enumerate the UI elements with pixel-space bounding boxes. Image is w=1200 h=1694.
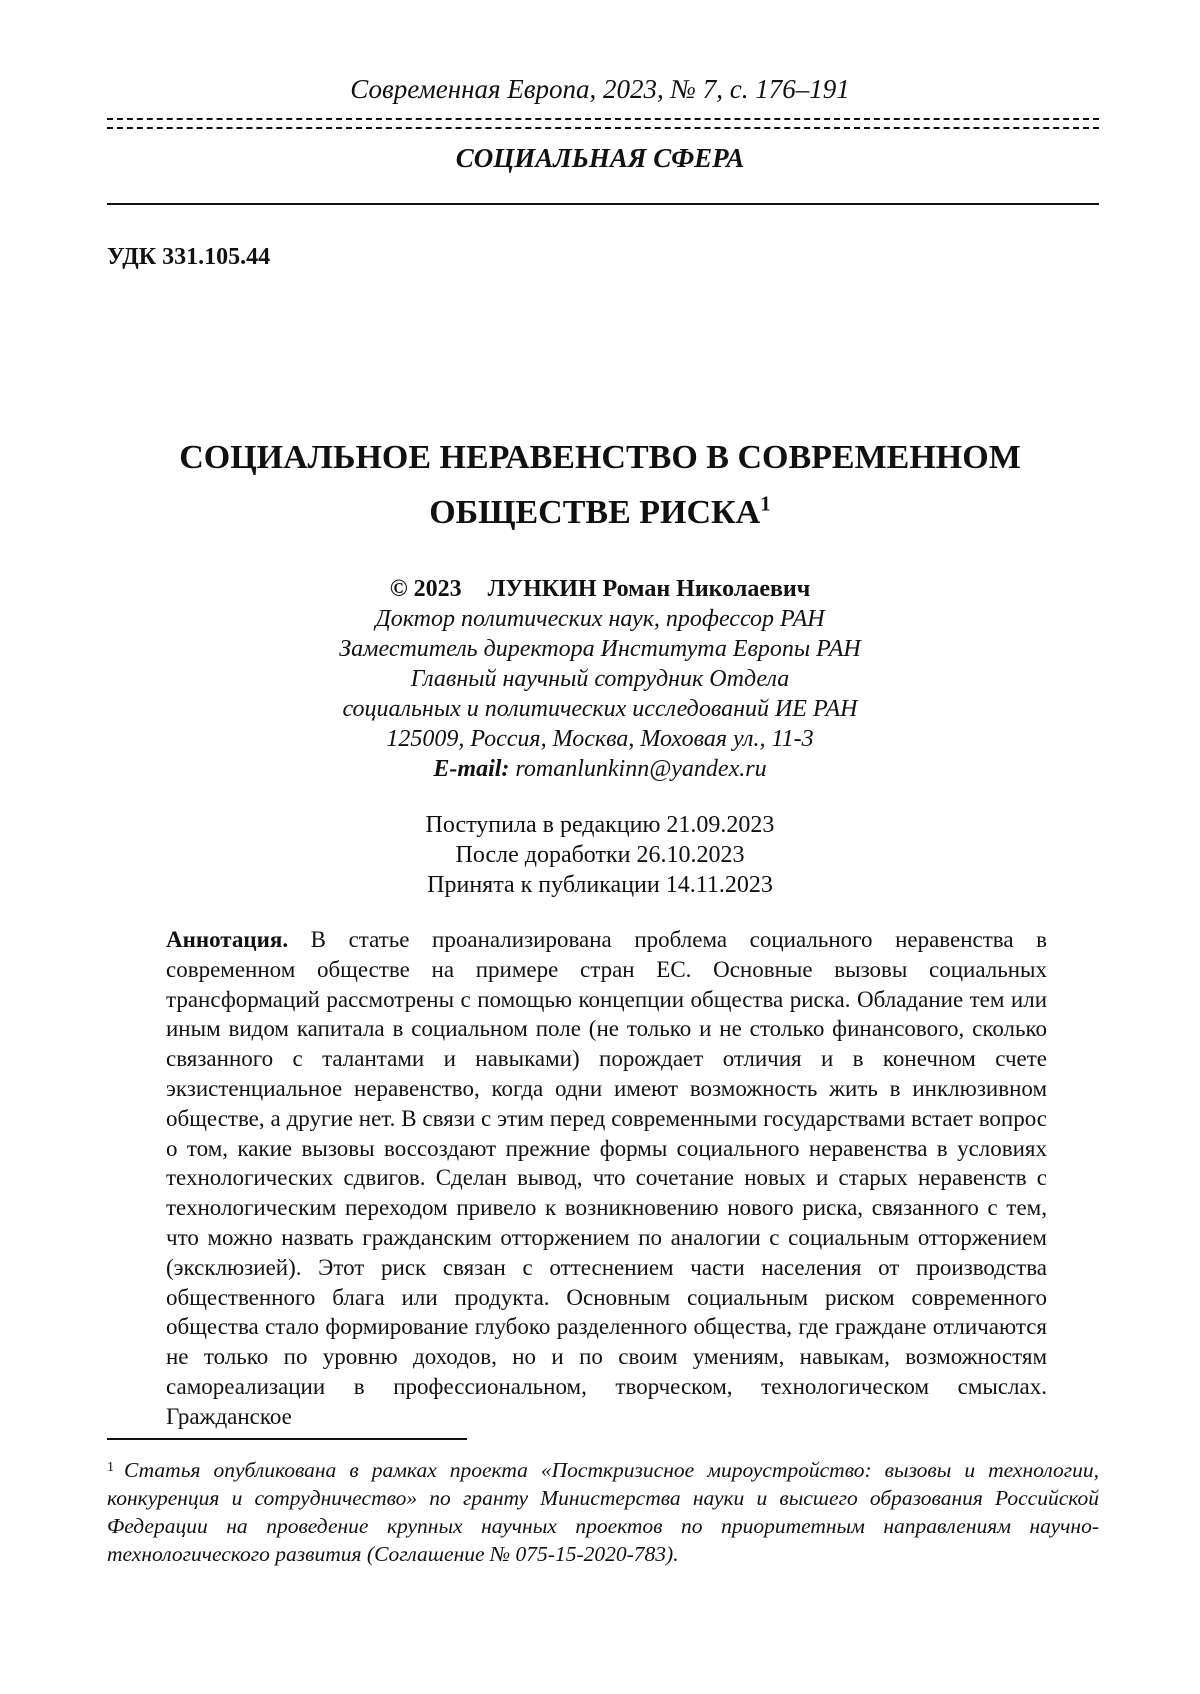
- affiliation-department: социальных и политических исследований ИЕ РАН: [342, 696, 858, 722]
- dates-block: [0, 810, 1200, 900]
- article-title-line-2-text: ОБЩЕСТВЕ РИСКА: [429, 494, 761, 531]
- section-rule: [107, 203, 1099, 205]
- footnote: [107, 1456, 1099, 1568]
- affiliation-degree: Доктор политических наук, профессор РАН: [375, 606, 825, 632]
- article-title: [0, 430, 1200, 540]
- abstract: [166, 925, 1047, 1432]
- email-line: [0, 754, 1200, 784]
- author-block: [0, 574, 1200, 784]
- copyright: © 2023: [389, 576, 462, 602]
- author-name: ЛУНКИН Роман Николаевич: [487, 576, 811, 602]
- affiliation-position: Заместитель директора Института Европы РАН: [339, 636, 861, 662]
- footnote-mark: 1: [107, 1460, 114, 1475]
- author-line: [0, 574, 1200, 604]
- journal-citation: Современная Европа, 2023, № 7, с. 176–191: [350, 74, 850, 104]
- abstract-label: Аннотация.: [166, 927, 289, 952]
- title-footnote-mark[interactable]: 1: [760, 491, 771, 516]
- footnote-text: Статья опубликована в рамках проекта «Посткризисное мироустройство: вызовы и технологии, конкуренция и сотрудничество» по гранту Министерства науки и высшего образования Российской Федерации на проведение крупных научных проектов по приоритетным направлениям научно-технологического развития (Соглашение № 075-15-2020-783).: [107, 1458, 1099, 1566]
- article-title-line-1: СОЦИАЛЬНОЕ НЕРАВЕНСТВО В СОВРЕМЕННОМ: [179, 439, 1021, 476]
- footnote-rule: [107, 1438, 467, 1440]
- date-revised: После доработки 26.10.2023: [455, 842, 745, 868]
- email-label: E-mail:: [433, 756, 510, 782]
- date-received: Поступила в редакцию 21.09.2023: [425, 812, 775, 838]
- affiliation-role: Главный научный сотрудник Отдела: [410, 666, 790, 692]
- udk-code: УДК 331.105.44: [107, 244, 271, 270]
- email-link[interactable]: romanlunkinn@yandex.ru: [515, 756, 767, 782]
- affiliation-address: 125009, Россия, Москва, Моховая ул., 11-3: [386, 726, 814, 752]
- header-double-rule: [107, 118, 1099, 129]
- article-title-line-2: [0, 485, 1200, 540]
- section-title: СОЦИАЛЬНАЯ СФЕРА: [455, 143, 745, 173]
- date-accepted: Принята к публикации 14.11.2023: [427, 872, 773, 898]
- abstract-text: В статье проанализирована проблема социального неравенства в современном обществе на примере стран ЕС. Основные вызовы социальных трансформаций рассмотрены с помощью концепции общества риска. Обладание тем или иным видом капитала в социальном поле (не только и не столько финансового, сколько связанного с талантами и навыками) порождает отличия и в конечном счете экзистенциальное неравенство, когда одни имеют возможность жить в инклюзивном обществе, а другие нет. В связи с этим перед современными государствами встает вопрос о том, какие вызовы воссоздают прежние формы социального неравенства в условиях технологических сдвигов. Сделан вывод, что сочетание новых и старых неравенств с технологическим переходом привело к возникновению нового риска, связанного с тем, что можно назвать гражданским отторжением по аналогии с социальным отторжением (эксклюзией). Этот риск связан с оттеснением части населения от производства общественного блага или продукта. Основным социальным риском современного общества стало формирование глубоко разделенного общества, где граждане отличаются не только по уровню доходов, но и по своим умениям, навыкам, возможностям самореализации в профессиональном, творческом, технологическом смыслах. Гражданское: [166, 927, 1047, 1429]
